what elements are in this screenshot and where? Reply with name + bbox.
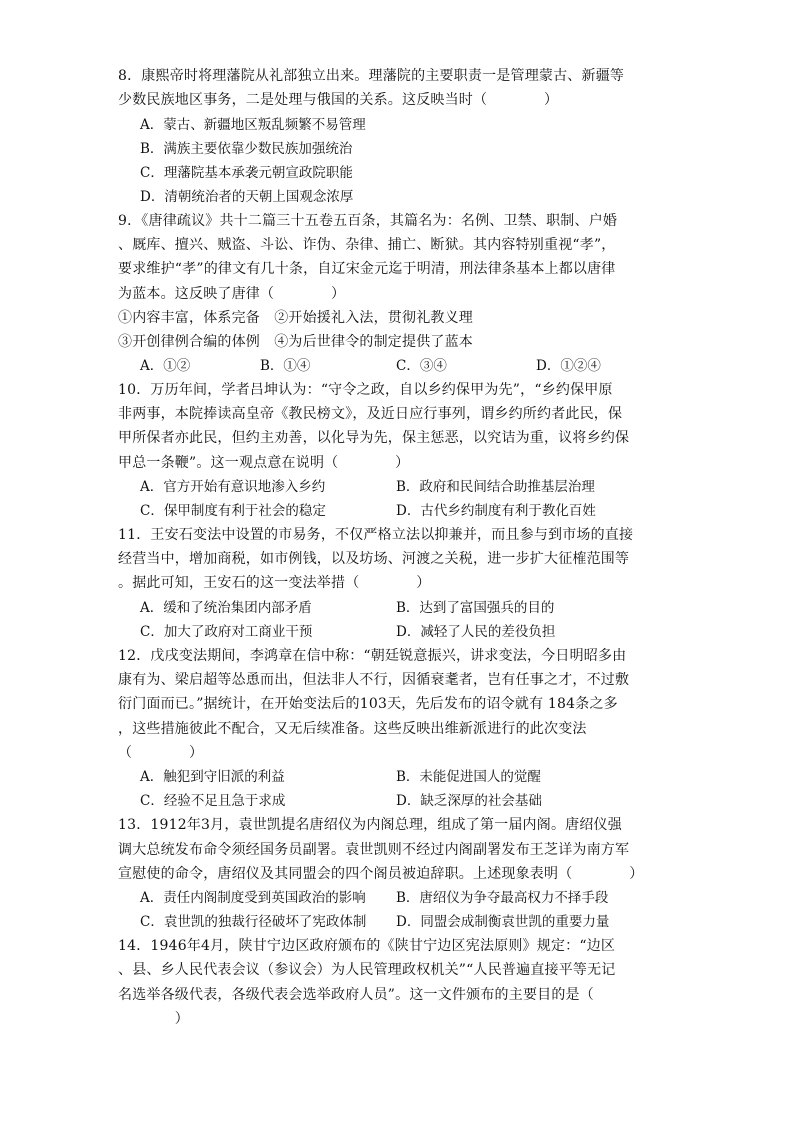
option-b: B．①④ (260, 358, 311, 374)
question-text-line: 12．戊戌变法期间，李鸿章在信中称：“朝廷锐意振兴，讲求变法，今日明昭多由 (118, 648, 627, 664)
option-c: C．③④ (396, 358, 447, 374)
question-text-line: ，这些措施彼此不配合，又无后续准备。这些反映出维新派进行的此次变法 (118, 721, 587, 737)
option-a: A．官方开始有意识地渗入乡约 (140, 479, 326, 495)
question-text-line: 、县、乡人民代表会议（参议会）为人民管理政权机关”“人民普遍直接平等无记 (118, 962, 616, 978)
option-a: A．蒙古、新疆地区叛乱频繁不易管理 (140, 117, 366, 133)
question-text-line: 衍门面而已。”据统计，在开始变法后的103天，先后发布的诏令就有 184条之多 (118, 696, 618, 712)
question-text-line: 13．1912年3月，袁世凯提名唐绍仪为内阁总理，组成了第一届内阁。唐绍仪强 (118, 817, 622, 833)
question-text-line: 10．万历年间，学者吕坤认为：“守令之政，自以乡约保甲为先”，“乡约保甲原 (118, 382, 613, 398)
question-text-line: 调大总统发布命令须经国务员副署。袁世凯则不经过内阁副署发布王芝详为南方军 (118, 842, 630, 858)
question-text-line: 经营当中，增加商税，如市例钱，以及坊场、河渡之关税，进一步扩大征榷范围等 (118, 551, 630, 567)
question-text-line: 11．王安石变法中设置的市易务，不仅严格立法以抑兼并，而且参与到市场的直接 (118, 527, 634, 543)
question-text-line: 8．康熙帝时将理藩院从礼部独立出来。理藩院的主要职责一是管理蒙古、新疆等 (118, 68, 625, 84)
option-c: C．保甲制度有利于社会的稳定 (140, 503, 326, 519)
question-text-line: 、厩库、擅兴、贼盗、斗讼、诈伪、杂律、捕亡、断狱。其内容特别重视“孝”， (118, 237, 616, 253)
option-d: D．减轻了人民的差役负担 (396, 624, 556, 640)
question-text-line: 甲总一条鞭”。这一观点意在说明（ ） (118, 455, 410, 471)
question-text-line: 。据此可知，王安石的这一变法举措（ ） (118, 575, 431, 591)
answer-blank: （ ） (118, 745, 204, 761)
question-text-line: 宣慰使的命令，唐绍仪及其同盟会的四个阁员被迫辞职。上述现象表明（ ） (118, 866, 644, 882)
question-text-line: 为蓝本。这反映了唐律（ ） (118, 286, 346, 302)
option-b: B．达到了富国强兵的目的 (396, 600, 555, 616)
question-text-line: 名选举各级代表，各级代表会选举政府人员”。这一文件颁布的主要目的是（ (118, 987, 594, 1003)
question-text-line: 少数民族地区事务，二是处理与俄国的关系。这反映当时（ ） (118, 92, 559, 108)
question-text-line: 9．《唐律疏议》共十二篇三十五卷五百条，其篇名为：名例、卫禁、职制、户婚 (118, 213, 618, 229)
option-a: A．责任内阁制度受到英国政治的影响 (140, 890, 366, 906)
option-d: D．古代乡约制度有利于教化百姓 (396, 503, 596, 519)
question-text-line: 非两事，本院捧读高皇帝《教民榜文》，及近日应行事列，谓乡约所约者此民，保 (118, 406, 623, 422)
option-b: B．满族主要依靠少数民族加强统治 (140, 141, 353, 157)
option-c: C．理藩院基本承袭元朝宣政院职能 (140, 165, 353, 181)
option-d: D．①②④ (536, 358, 601, 374)
question-text-line: 康有为、梁启超等怂恿而出，但法非人不行，因循衰耄者，岂有任事之才，不过敷 (118, 672, 630, 688)
option-a: A．触犯到守旧派的利益 (140, 769, 285, 785)
option-c: C．袁世凯的独裁行径破坏了宪政体制 (140, 914, 367, 930)
option-d: D．缺乏深厚的社会基础 (396, 793, 542, 809)
option-b: B．唐绍仪为争夺最高权力不择手段 (396, 890, 609, 906)
option-d: D．清朝统治者的天朝上国观念浓厚 (140, 189, 354, 205)
option-c: C．经验不足且急于求成 (140, 793, 286, 809)
option-a: A．①② (140, 358, 191, 374)
option-c: C．加大了政府对工商业干预 (140, 624, 313, 640)
question-text-line: 14．1946年4月，陕甘宁边区政府颁布的《陕甘宁边区宪法原则》规定：“边区 (118, 938, 616, 954)
option-b: B．未能促进国人的觉醒 (396, 769, 541, 785)
option-d: D．同盟会成制衡袁世凯的重要力量 (396, 914, 610, 930)
answer-blank: ） (118, 1011, 189, 1027)
option-b: B．政府和民间结合助推基层治理 (396, 479, 595, 495)
question-text-line: 要求维护“孝”的律文有几十条，自辽宋金元迄于明清，刑法律条基本上都以唐律 (118, 261, 616, 277)
question-text-line: 甲所保者亦此民，但约主劝善，以化导为先，保主惩恶，以究诘为重，议将乡约保 (118, 430, 630, 446)
option-a: A．缓和了统治集团内部矛盾 (140, 600, 312, 616)
statement-line: ③开创律例合编的体例 ④为后世律令的制定提供了蓝本 (118, 334, 473, 350)
statement-line: ①内容丰富，体系完备 ②开始援礼入法，贯彻礼教义理 (118, 310, 473, 326)
